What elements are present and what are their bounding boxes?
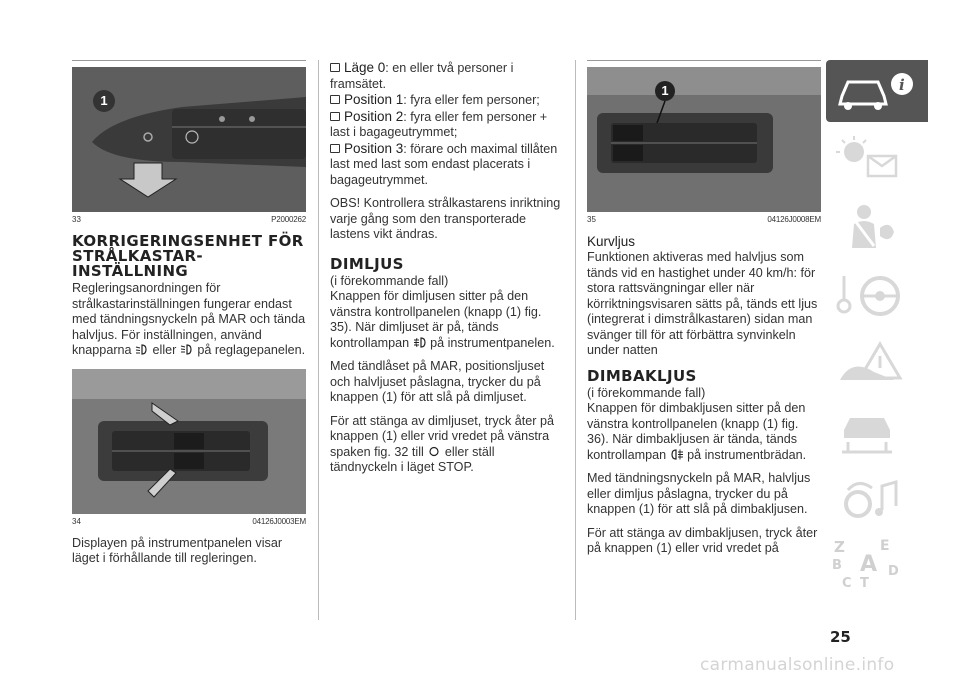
figure-34 [72, 369, 306, 514]
multimedia-note-icon [834, 474, 920, 524]
subsection-heading: Kurvljus [587, 234, 636, 249]
load-item: Position 2: fyra eller fem personer + last i bagageutrymmet; [330, 108, 548, 139]
subtitle: (i förekommande fall) [587, 385, 706, 400]
watermark: carmanualsonline.info [700, 655, 895, 675]
warning-triangle-icon [834, 338, 920, 388]
stalk-illustration [72, 67, 306, 212]
paragraph: För att stänga av dimljuset, tryck åter på knappen (1) eller vrid vredet på vänstra spaken fig. 32 till eller ställ tändnyckeln i läget STOP. [330, 413, 554, 474]
seat-icon [330, 112, 340, 121]
paragraph: Knappen för dimljusen sitter på den vänstra kontrollpanelen (knapp (1) fig. 35). När dimljuset är på, tänds kontrollampan på instrumentpanelen. [330, 289, 555, 350]
rear-fog-lamp-icon [670, 449, 684, 460]
figure-code: 04126J0003EM [252, 516, 306, 526]
figure-35 [587, 67, 821, 212]
tab-lights[interactable] [826, 128, 928, 190]
control-panel-illustration [72, 369, 306, 514]
figure-caption [587, 215, 821, 224]
note-paragraph: OBS! Kontrollera strålkastarens inriktning varje gång som den transporterade lastens vikt ändras. [330, 196, 561, 241]
figure-number: 35 [587, 215, 596, 224]
section-heading: DIMBAKLJUS [587, 366, 697, 385]
paragraph: Knappen för dimbakljusen sitter på den vänstra kontrollpanelen (knapp (1) fig. 36). När dimbakljusen är tända, tänds kontrollampan på instrumentbrädan. [587, 401, 807, 462]
column-2 [330, 60, 564, 476]
tab-safety[interactable] [826, 196, 928, 258]
lights-message-icon [834, 134, 920, 184]
headlamp-up-icon [180, 344, 194, 355]
alphabet-index-icon: Z E B A C T D [832, 538, 899, 591]
headlamp-down-icon [135, 344, 149, 355]
tab-multimedia[interactable] [826, 468, 928, 530]
chapter-index [826, 60, 928, 604]
off-position-icon [427, 446, 441, 457]
svg-text:i: i [899, 76, 905, 94]
seat-icon [330, 63, 340, 72]
seat-icon [330, 144, 340, 153]
tab-emergency[interactable] [826, 332, 928, 394]
key-steering-wheel-icon [834, 270, 920, 320]
figure-caption [72, 215, 306, 224]
section-heading: DIMLJUS [330, 254, 404, 273]
load-item: Läge 0: en eller två personer i framsätet. [330, 60, 514, 91]
load-item: Position 3: förare och maximal tillåten last med last som endast placerats i bagageutrymmet. [330, 140, 558, 187]
column-1 [72, 60, 306, 567]
figure-code: 04126J0008EM [767, 215, 821, 224]
page-number: 25 [830, 628, 851, 646]
top-rule [587, 60, 821, 61]
front-fog-lamp-icon [413, 337, 427, 348]
top-rule [72, 60, 306, 61]
paragraph: Displayen på instrumentpanelen visar läget i förhållande till regleringen. [72, 535, 283, 565]
figure-caption [72, 517, 306, 526]
paragraph: Med tändningsnyckeln på MAR, halvljus eller dimljus påslagna, trycker du på knappen (1) för att slå på dimbakljusen. [587, 471, 811, 516]
car-lift-icon [834, 406, 920, 456]
tab-dashboard[interactable] [826, 60, 928, 122]
section-heading: KORRIGERINGSENHET FÖR STRÅLKASTAR-INSTÄLLNING [72, 232, 304, 280]
callout-marker: 1 [100, 93, 108, 108]
figure-33 [72, 67, 306, 212]
subtitle: (i förekommande fall) [330, 273, 449, 288]
column-3 [587, 60, 821, 557]
seatbelt-person-icon [834, 202, 920, 252]
figure-number: 33 [72, 215, 81, 224]
column-divider [575, 60, 576, 620]
paragraph: För att stänga av dimbakljusen, tryck åter på knappen (1) eller vrid vredet på [587, 525, 818, 555]
tab-maintenance[interactable] [826, 400, 928, 462]
column-divider [318, 60, 319, 620]
fog-button-illustration [587, 67, 821, 212]
paragraph: Med tändlåset på MAR, positionsljuset och halvljuset påslagna, trycker du på knappen (1) för att slå på dimljuset. [330, 359, 545, 404]
figure-code: P2000262 [271, 215, 306, 224]
load-item: Position 1: fyra eller fem personer; [330, 92, 564, 109]
figure-number: 34 [72, 516, 81, 526]
car-info-icon [834, 66, 920, 116]
paragraph: Regleringsanordningen för strålkastarinställningen fungerar endast med tändningsnyckeln på MAR och tända halvljus. För inställningen, använd knapparna eller på reglagepanelen. [72, 281, 306, 357]
callout-marker: 1 [661, 83, 669, 98]
tab-index[interactable] [826, 536, 928, 598]
tab-driving[interactable] [826, 264, 928, 326]
paragraph: Funktionen aktiveras med halvljus som tänds vid en hastighet under 40 km/h: för stora rattsvängningar eller när körriktningsvisaren sätts på, tänds ett ljus (integrerat i dimstrålkastaren) sidan man svänger till för att förbättra synvinkeln under natten [587, 250, 818, 357]
seat-icon [330, 95, 340, 104]
